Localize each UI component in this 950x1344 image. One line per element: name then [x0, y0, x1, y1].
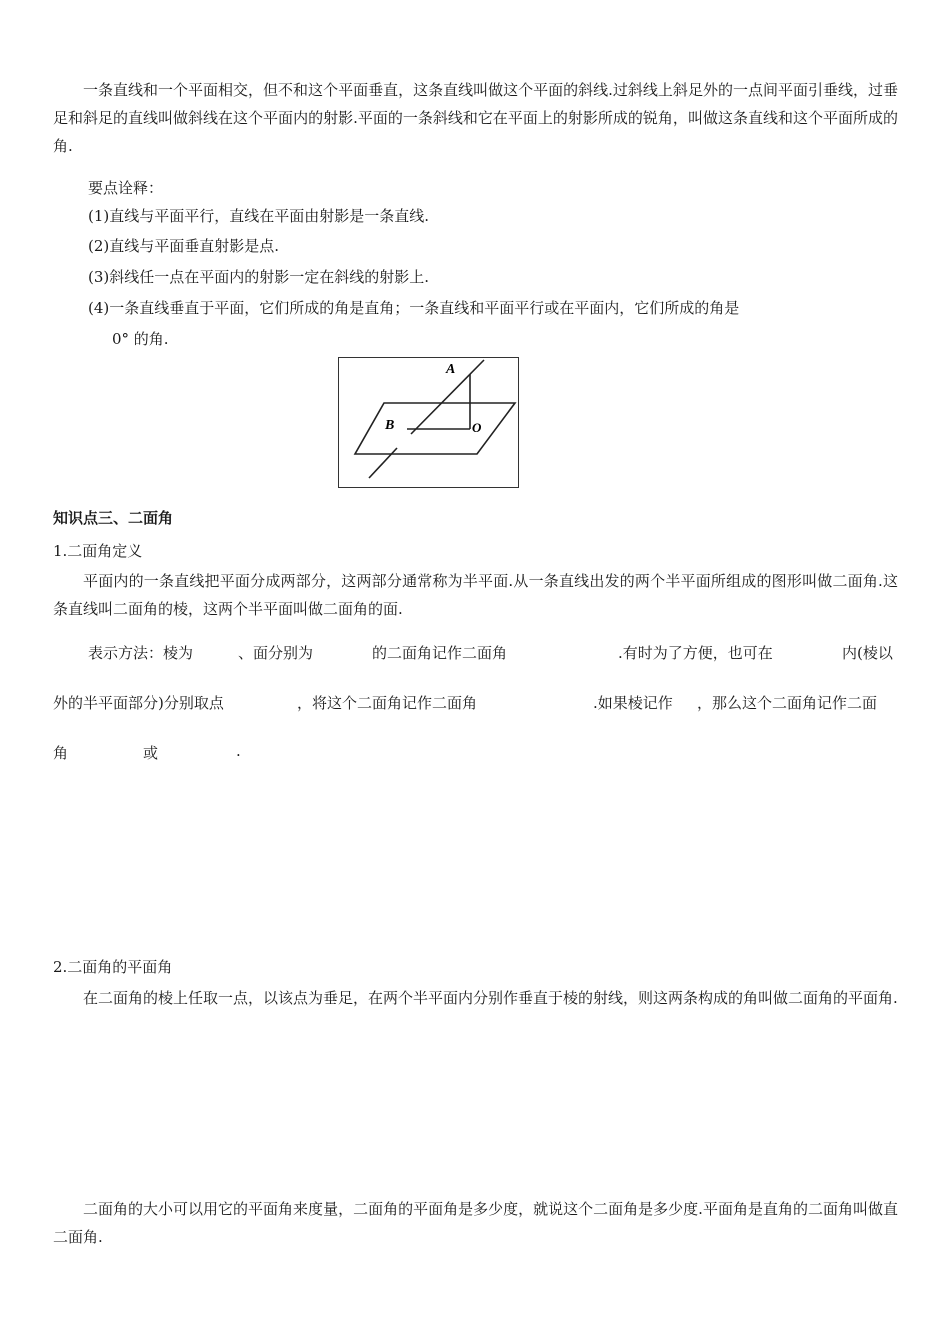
- note-4-continued: 0° 的角.: [112, 330, 169, 348]
- notation-3b: 或: [143, 744, 159, 762]
- note-1: (1)直线与平面平行，直线在平面由射影是一条直线.: [88, 207, 430, 225]
- notation-3c: .: [236, 742, 241, 760]
- notation-1c: 的二面角记作二面角: [372, 644, 508, 662]
- notation-2b: ，将这个二面角记作二面角: [297, 694, 478, 712]
- label-b: B: [385, 418, 395, 433]
- dihedral-measure-text: 二面角的大小可以用它的平面角来度量，二面角的平面角是多少度，就说这个二面角是多少度.平面角是直角的二面角叫做直二面角.: [53, 1200, 898, 1246]
- notation-3a: 角: [53, 744, 69, 762]
- note-3: (3)斜线任一点在平面内的射影一定在斜线的射影上.: [88, 268, 430, 286]
- notation-1d: .有时为了方便，也可在: [618, 644, 773, 662]
- subsection-definition-title: 1.二面角定义: [53, 542, 143, 560]
- figure-diagram: [339, 358, 518, 487]
- subsection-plane-angle-title: 2.二面角的平面角: [53, 958, 173, 976]
- oblique-line-lower: [369, 448, 397, 478]
- notation-1a: 表示方法：棱为: [88, 644, 194, 662]
- notation-1e: 内(棱以: [842, 644, 893, 662]
- note-2: (2)直线与平面垂直射影是点.: [88, 237, 280, 255]
- oblique-line-figure: [338, 357, 519, 488]
- notation-2c: .如果棱记作: [593, 694, 673, 712]
- note-4: (4)一条直线垂直于平面，它们所成的角是直角；一条直线和平面平行或在平面内，它们所成的角是: [88, 299, 740, 317]
- notes-title: 要点诠释：: [88, 179, 164, 197]
- label-o: O: [472, 420, 482, 435]
- notation-2a: 外的半平面部分)分别取点: [53, 694, 224, 712]
- plane-angle-definition: 在二面角的棱上任取一点，以该点为垂足，在两个半平面内分别作垂直于棱的射线，则这两条构成的角叫做二面角的平面角.: [83, 989, 898, 1007]
- oblique-line-definition: 一条直线和一个平面相交，但不和这个平面垂直，这条直线叫做这个平面的斜线.过斜线上斜足外的一点间平面引垂线，过垂足和斜足的直线叫做斜线在这个平面内的射影.平面的一条斜线和它在平面上的射影所成的锐角，叫做这条直线和这个平面所成的角.: [53, 81, 898, 155]
- section-heading: 知识点三、二面角: [53, 509, 174, 527]
- label-a: A: [446, 362, 456, 377]
- dihedral-definition: 平面内的一条直线把平面分成两部分，这两部分通常称为半平面.从一条直线出发的两个半平面所组成的图形叫做二面角.这条直线叫二面角的棱，这两个半平面叫做二面角的面.: [53, 572, 898, 618]
- notation-1b: 、面分别为: [238, 644, 314, 662]
- notation-2d: ，那么这个二面角记作二面: [697, 694, 878, 712]
